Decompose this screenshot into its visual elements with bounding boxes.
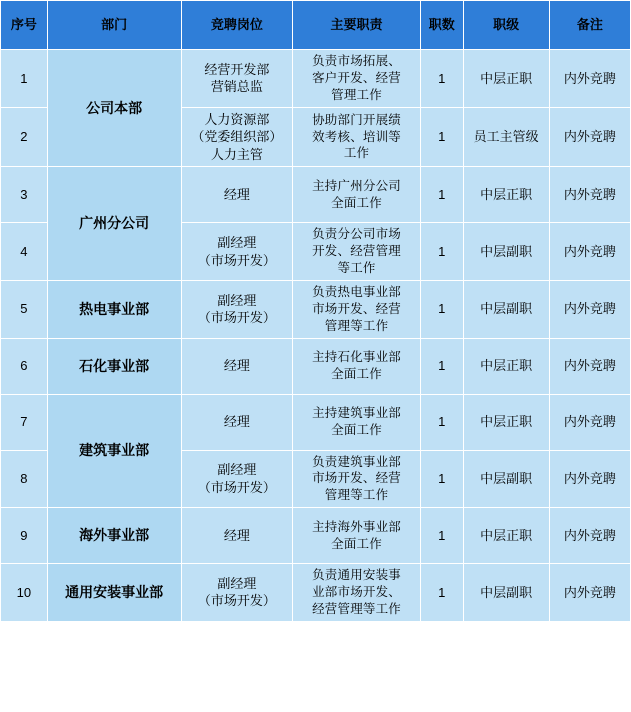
column-header-rank: 职级 xyxy=(463,1,549,50)
cell-duty: 主持建筑事业部 全面工作 xyxy=(293,394,421,450)
cell-note: 内外竞聘 xyxy=(549,167,630,223)
cell-duty: 负责建筑事业部 市场开发、经营 管理等工作 xyxy=(293,450,421,508)
cell-note: 内外竞聘 xyxy=(549,280,630,338)
cell-post: 人力资源部 （党委组织部） 人力主管 xyxy=(181,107,293,167)
cell-post: 副经理 （市场开发） xyxy=(181,223,293,281)
table-body xyxy=(1,50,631,622)
cell-index: 1 xyxy=(1,50,48,108)
cell-rank: 中层副职 xyxy=(463,223,549,281)
cell-count: 1 xyxy=(420,564,463,622)
cell-note: 内外竞聘 xyxy=(549,394,630,450)
table-row xyxy=(1,564,631,622)
cell-rank: 中层副职 xyxy=(463,280,549,338)
cell-count: 1 xyxy=(420,223,463,281)
cell-duty: 主持广州分公司 全面工作 xyxy=(293,167,421,223)
table-row xyxy=(1,50,631,108)
cell-note: 内外竞聘 xyxy=(549,564,630,622)
cell-note: 内外竞聘 xyxy=(549,338,630,394)
cell-count: 1 xyxy=(420,280,463,338)
cell-department: 广州分公司 xyxy=(47,167,181,281)
cell-count: 1 xyxy=(420,450,463,508)
cell-post: 经理 xyxy=(181,508,293,564)
cell-rank: 中层副职 xyxy=(463,564,549,622)
column-header-department: 部门 xyxy=(47,1,181,50)
cell-note: 内外竞聘 xyxy=(549,223,630,281)
cell-duty: 主持海外事业部 全面工作 xyxy=(293,508,421,564)
cell-department: 热电事业部 xyxy=(47,280,181,338)
cell-post: 副经理 （市场开发） xyxy=(181,280,293,338)
column-header-duty: 主要职责 xyxy=(293,1,421,50)
table-row xyxy=(1,280,631,338)
cell-rank: 中层正职 xyxy=(463,50,549,108)
cell-index: 8 xyxy=(1,450,48,508)
cell-index: 3 xyxy=(1,167,48,223)
cell-duty: 负责分公司市场 开发、经营管理 等工作 xyxy=(293,223,421,281)
cell-duty: 负责热电事业部 市场开发、经营 管理等工作 xyxy=(293,280,421,338)
cell-duty: 协助部门开展绩 效考核、培训等 工作 xyxy=(293,107,421,167)
cell-duty: 负责通用安装事 业部市场开发、 经营管理等工作 xyxy=(293,564,421,622)
cell-note: 内外竞聘 xyxy=(549,107,630,167)
cell-rank: 中层正职 xyxy=(463,508,549,564)
table-row xyxy=(1,508,631,564)
cell-rank: 中层副职 xyxy=(463,450,549,508)
cell-count: 1 xyxy=(420,338,463,394)
cell-rank: 中层正职 xyxy=(463,394,549,450)
cell-count: 1 xyxy=(420,107,463,167)
cell-department: 海外事业部 xyxy=(47,508,181,564)
cell-count: 1 xyxy=(420,508,463,564)
column-header-note: 备注 xyxy=(549,1,630,50)
cell-index: 9 xyxy=(1,508,48,564)
cell-index: 6 xyxy=(1,338,48,394)
cell-index: 7 xyxy=(1,394,48,450)
cell-duty: 主持石化事业部 全面工作 xyxy=(293,338,421,394)
cell-note: 内外竞聘 xyxy=(549,50,630,108)
cell-post: 经理 xyxy=(181,167,293,223)
column-header-index: 序号 xyxy=(1,1,48,50)
cell-department: 公司本部 xyxy=(47,50,181,167)
cell-count: 1 xyxy=(420,394,463,450)
cell-rank: 中层正职 xyxy=(463,338,549,394)
column-header-count: 职数 xyxy=(420,1,463,50)
cell-department: 石化事业部 xyxy=(47,338,181,394)
table-header xyxy=(1,1,631,50)
cell-count: 1 xyxy=(420,50,463,108)
cell-department: 通用安装事业部 xyxy=(47,564,181,622)
table-row xyxy=(1,338,631,394)
table-row xyxy=(1,394,631,450)
cell-index: 4 xyxy=(1,223,48,281)
cell-rank: 员工主管级 xyxy=(463,107,549,167)
cell-count: 1 xyxy=(420,167,463,223)
table-row xyxy=(1,167,631,223)
cell-index: 5 xyxy=(1,280,48,338)
cell-duty: 负责市场拓展、 客户开发、经营 管理工作 xyxy=(293,50,421,108)
cell-post: 经理 xyxy=(181,394,293,450)
cell-index: 2 xyxy=(1,107,48,167)
column-header-post: 竞聘岗位 xyxy=(181,1,293,50)
cell-index: 10 xyxy=(1,564,48,622)
cell-post: 经营开发部 营销总监 xyxy=(181,50,293,108)
cell-department: 建筑事业部 xyxy=(47,394,181,508)
cell-note: 内外竞聘 xyxy=(549,450,630,508)
cell-note: 内外竞聘 xyxy=(549,508,630,564)
cell-post: 副经理 （市场开发） xyxy=(181,564,293,622)
cell-post: 经理 xyxy=(181,338,293,394)
table-header-row xyxy=(1,1,631,50)
cell-post: 副经理 （市场开发） xyxy=(181,450,293,508)
cell-rank: 中层正职 xyxy=(463,167,549,223)
